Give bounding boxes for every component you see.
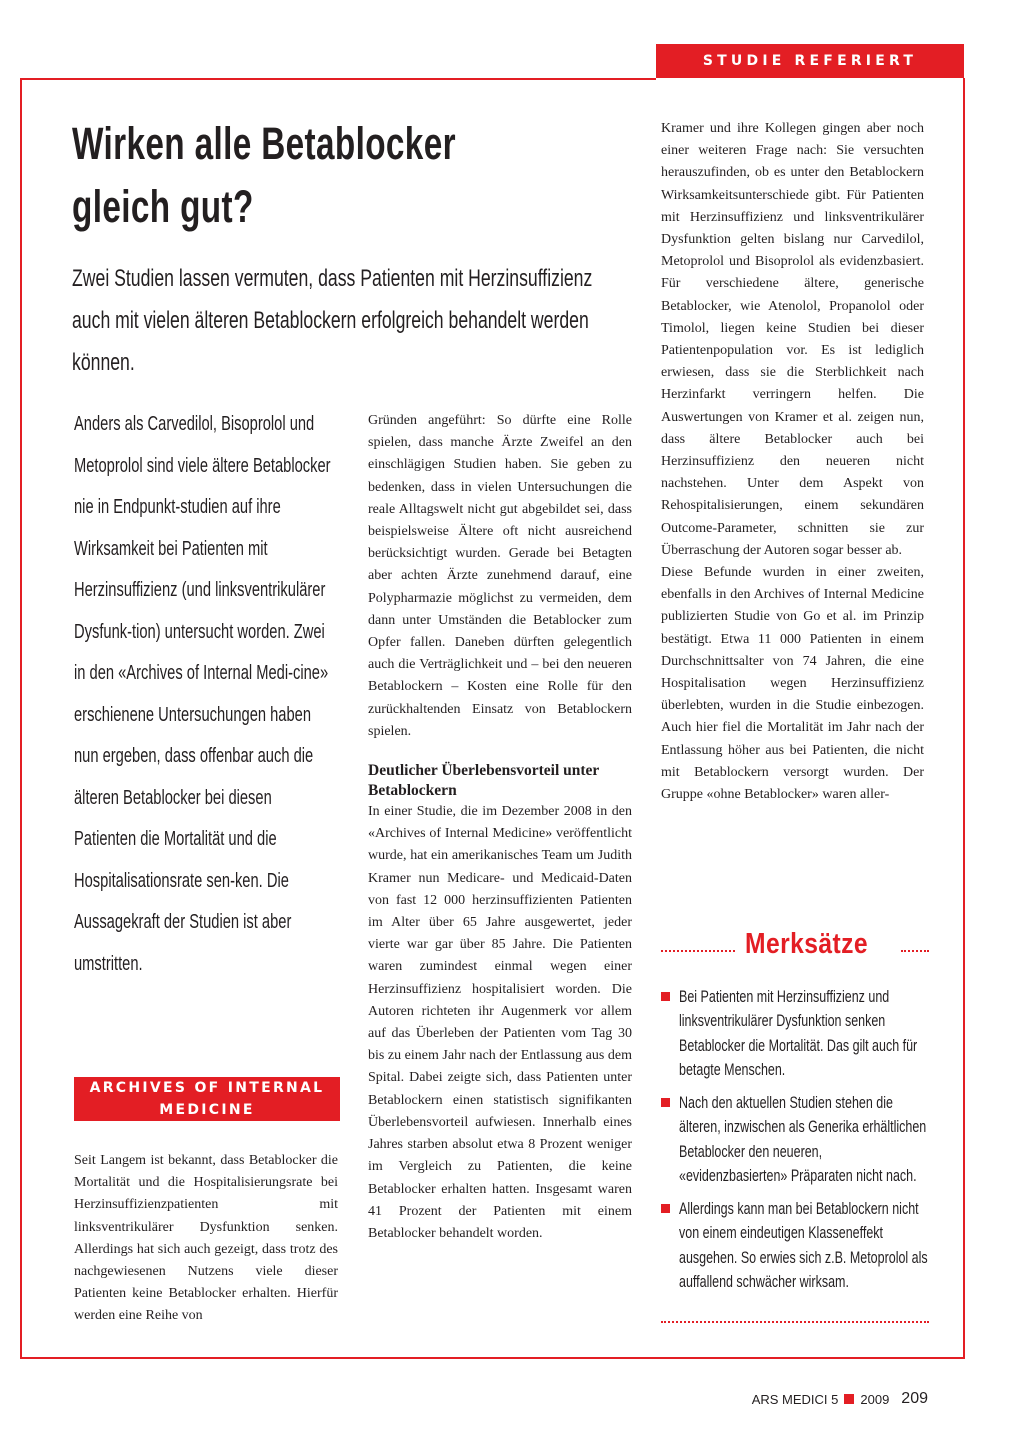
title-line-1: Wirken alle Betablocker xyxy=(72,118,456,169)
merksaetze-list xyxy=(661,985,981,1303)
merksatz-text: Bei Patienten mit Herzinsuffizienz und linksventrikulärer Dysfunktion senken Betablocker die Mortalität. Das gilt auch für betagte Menschen. xyxy=(679,987,918,1079)
list-item xyxy=(661,1197,981,1293)
text-column-3 xyxy=(661,118,924,806)
square-bullet-icon xyxy=(661,1204,670,1213)
section-tag: STUDIE REFERIERT xyxy=(656,44,964,78)
dotted-divider xyxy=(901,950,929,952)
title-line-2: gleich gut? xyxy=(72,181,254,232)
article-intro: Anders als Carvedilol, Bisoprolol und Metoprolol sind viele ältere Betablocker nie in Endpunkt-studien auf ihre Wirksamkeit bei Patienten mit Herzinsuffizienz (und linksventrikulärer Dysfunk-tion) untersucht worden. Zwei in den «Archives of Internal Medi-cine» erschienene Untersuchungen haben nun ergeben, dass offenbar auch die älteren Betablocker bei diesen Patienten die Mortalität und die Hospitalisationsrate sen-ken. Die Aussagekraft der Studien ist aber umstritten. xyxy=(74,413,331,975)
square-separator-icon xyxy=(844,1394,854,1404)
body-paragraph: Seit Langem ist bekannt, dass Betablocker die Mortalität und die Hospitalisierungsrate bei Herzinsuffizienzpatienten mit linksventrikulärer Dysfunktion senken. Allerdings hat sich auch gezeigt, dass trotz des nachgewiesenen Nutzens viele dieser Patienten keine Betablocker erhalten. Hierfür werden eine Reihe von xyxy=(74,1153,338,1324)
list-item xyxy=(661,985,981,1081)
body-paragraph: Kramer und ihre Kollegen gingen aber noch einer weiteren Frage nach: Sie versuchten herauszufinden, ob es unter den Betablockern Wirksamkeitsunterschiede gibt. Für Patienten mit Herzinsuffizienz und linksventrikulärer Dysfunktion gelten bislang nur Carvedilol, Metoprolol und Bisoprolol als evidenzbasiert. Für verschiedene ältere, generische Betablocker, wie Atenolol, Propanolol oder Timolol, liegen keine Studien bei dieser Patientenpopulation vor. Es ist lediglich erwiesen, dass sie die Sterblichkeit nach Herzinfarkt verringern helfen. Die Auswertungen von Kramer et al. zeigen nun, dass ältere Betablocker auch bei Herzinsuffizienz den neueren nicht nachstehen. Unter dem Aspekt von Rehospitalisierungen, einem sekundären Outcome-Parameter, schnitten sie zur Überraschung der Autoren sogar besser ab. xyxy=(661,121,924,558)
journal-name: ARS MEDICI 5 xyxy=(751,1391,839,1407)
text-column-2 xyxy=(368,410,632,1245)
page-number: 209 xyxy=(901,1390,928,1407)
square-bullet-icon xyxy=(661,992,670,1001)
article-title xyxy=(72,112,634,238)
merksatz-text: Allerdings kann man bei Betablockern nicht von einem eindeutigen Klasseneffekt ausgehen. So erwies sich z.B. Metoprolol als auffallend schwächer wirksam. xyxy=(679,1199,928,1291)
body-paragraph: Gründen angeführt: So dürfte eine Rolle spielen, dass manche Ärzte Zweifel an den einschlägigen Studien haben. Sie geben zu bedenken, dass in vielen Untersuchungen die reale Alltagswelt nicht gut abgebildet sei, dass beispielsweise Ältere oft nicht ausreichend berücksichtigt wurden. Gerade bei Betagten aber achten Ärzte zunehmend darauf, eine Polypharmazie möglichst zu vermeiden, dem dann unter Umständen die Betablocker zum Opfer fallen. Daneben dürften gelegentlich auch die Verträglichkeit und – bei den neueren Betablockern – Kosten eine Rolle für den zurückhaltenden Einsatz von Betablockern spielen. xyxy=(368,413,632,739)
journal-year: 2009 xyxy=(860,1391,890,1407)
text-column-1 xyxy=(74,1150,338,1328)
dotted-divider xyxy=(661,1321,929,1323)
body-paragraph: In einer Studie, die im Dezember 2008 in den «Archives of Internal Medicine» veröffentlicht wurde, hat ein amerikanisches Team um Judith Kramer nun Medicare- und Medicaid-Daten von fast 12 000 herzinsuffizienten Patienten im Alter über 65 Jahre ausgewertet, jeder vierte war gar über 85 Jahre. Die Patienten waren zumindest einmal wegen einer Herzinsuffizienz hospitalisiert worden. Die Autoren richteten ihr Augenmerk vor allem auf das Überleben der Patienten vom Tag 30 bis zu einem Jahr nach der Entlassung aus dem Spital. Dabei zeigte sich, dass Patienten unter Betablockern einen statistisch signifikanten Überlebensvorteil aufwiesen. Innerhalb eines Jahres starben absolut etwa 8 Prozent weniger im Vergleich zu Patienten, die keine Betablocker erhalten hatten. Insgesamt waren 41 Prozent der Patienten mit einem Betablocker behandelt worden. xyxy=(368,804,632,1241)
article-lead: Zwei Studien lassen vermuten, dass Patienten mit Herzinsuffizienz auch mit vielen älteren Betablockern erfolgreich behandelt werden können. xyxy=(72,265,593,376)
dotted-divider xyxy=(661,950,735,952)
merksaetze-title: Merksätze xyxy=(745,928,869,960)
subheading: Deutlicher Überlebensvorteil unter Betablockern xyxy=(368,762,600,800)
section-label: ARCHIVES OF INTERNAL MEDICINE xyxy=(74,1077,340,1121)
list-item xyxy=(661,1091,981,1187)
merksatz-text: Nach den aktuellen Studien stehen die älteren, inzwischen als Generika erhältlichen Betablocker den neueren, «evidenzbasierten» Präparaten nicht nach. xyxy=(679,1093,927,1185)
square-bullet-icon xyxy=(661,1098,670,1107)
page-footer xyxy=(752,1390,928,1408)
body-paragraph: Diese Befunde wurden in einer zweiten, ebenfalls in den Archives of Internal Medicine publizierten Studie von Go et al. im Prinzip bestätigt. Etwa 11 000 Patienten in einem Durchschnittsalter von 74 Jahren, die eine Hospitalisation wegen Herzinsuffizienz überlebten, wurden in die Studie einbezogen. Auch hier fiel die Mortalität im Jahr nach der Entlassung höher aus bei Patienten, die nicht mit Betablockern versorgt wurden. Der Gruppe «ohne Betablocker» waren aller- xyxy=(661,565,924,803)
merksaetze-heading xyxy=(661,930,931,966)
